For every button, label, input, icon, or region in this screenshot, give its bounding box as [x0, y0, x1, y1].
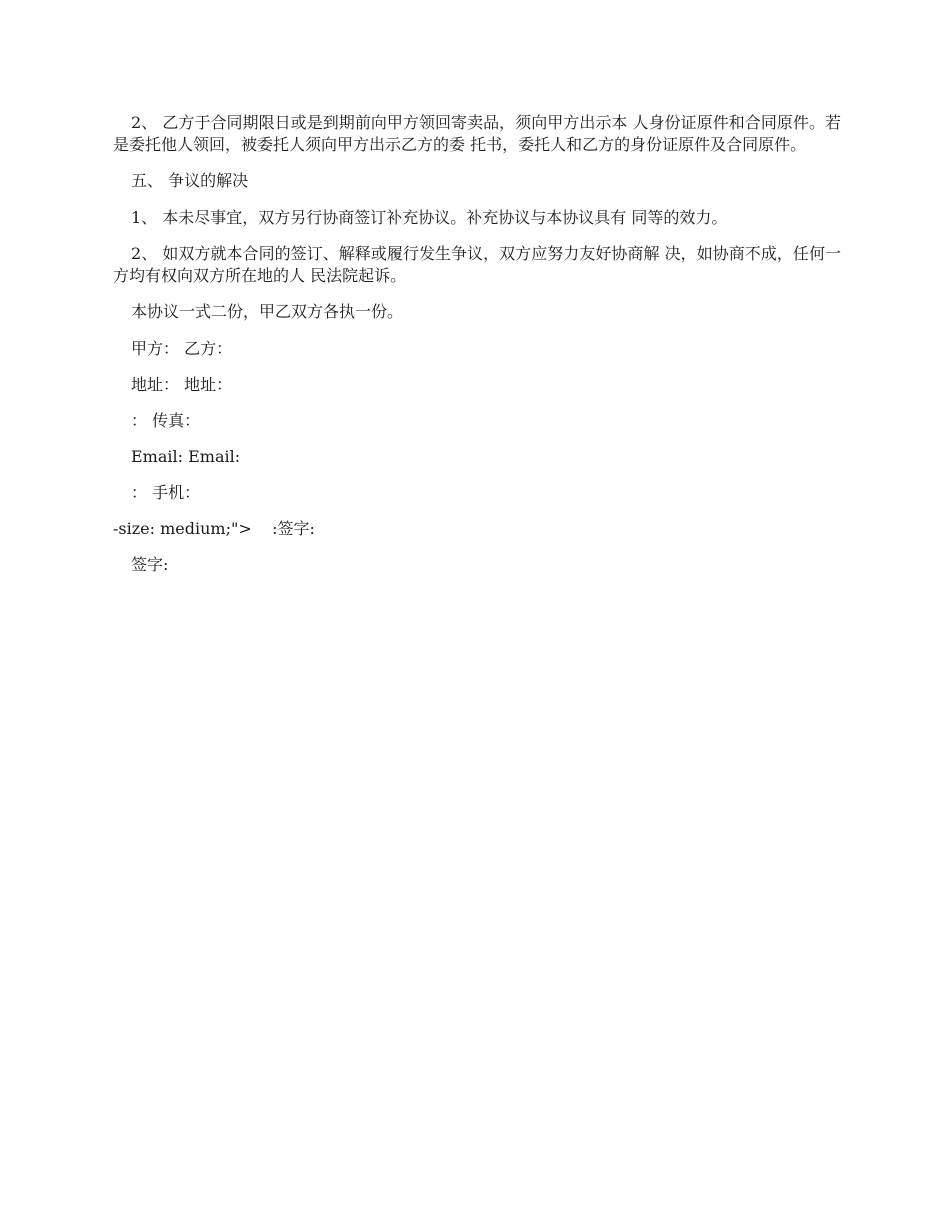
- document-page: [113, 112, 841, 589]
- email-labels: Email: Email:: [131, 447, 241, 466]
- clause-dispute-resolution: 2、 如双方就本合同的签订、解释或履行发生争议，双方应努力友好协商解 决，如协商不成，任何一方均有权向双方所在地的人 民法院起诉。: [113, 244, 841, 285]
- clause-supplementary: 1、 本未尽事宜，双方另行协商签订补充协议。补充协议与本协议具有 同等的效力。: [131, 208, 728, 227]
- party-labels: 甲方： 乙方：: [131, 339, 233, 358]
- signature-line-1: -size: medium;"> :签字:: [113, 519, 315, 538]
- clause-return-goods: 2、 乙方于合同期限日或是到期前向甲方领回寄卖品，须向甲方出示本 人身份证原件和合同原件。若是委托他人领回，被委托人须向甲方出示乙方的委 托书，委托人和乙方的身份证原件及合同原件。: [113, 113, 841, 154]
- mobile-labels: ： 手机：: [131, 483, 201, 502]
- copies-statement: 本协议一式二份，甲乙双方各执一份。: [131, 302, 404, 321]
- signature-line-2: 签字:: [131, 555, 169, 574]
- section-heading-dispute: 五、 争议的解决: [131, 171, 249, 190]
- fax-labels: ： 传真：: [131, 411, 201, 430]
- address-labels: 地址： 地址：: [131, 375, 233, 394]
